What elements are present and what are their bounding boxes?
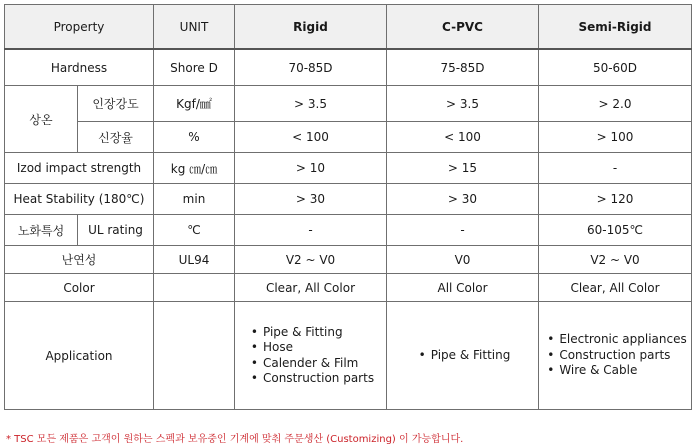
application-item: • Calender & Film xyxy=(251,356,374,372)
application-semi-list xyxy=(543,332,687,379)
application-item: • Construction parts xyxy=(547,348,687,364)
header-semi-rigid: Semi-Rigid xyxy=(539,5,692,50)
application-cpvc-list xyxy=(415,348,511,364)
izod-cpvc: > 15 xyxy=(387,153,539,184)
row-flame xyxy=(5,246,692,274)
color-cpvc: All Color xyxy=(387,274,539,302)
hardness-rigid: 70-85D xyxy=(235,49,387,86)
header-row xyxy=(5,5,692,50)
header-unit: UNIT xyxy=(154,5,235,50)
aging-rigid: - xyxy=(235,215,387,246)
hardness-unit: Shore D xyxy=(154,49,235,86)
heat-semi: > 120 xyxy=(539,184,692,215)
hardness-label: Hardness xyxy=(5,49,154,86)
aging-unit: ℃ xyxy=(154,215,235,246)
row-color xyxy=(5,274,692,302)
elongation-label: 신장율 xyxy=(78,122,154,153)
color-label: Color xyxy=(5,274,154,302)
application-item: • Electronic appliances xyxy=(547,332,687,348)
aging-cpvc: - xyxy=(387,215,539,246)
flame-rigid: V2 ~ V0 xyxy=(235,246,387,274)
tensile-rigid: > 3.5 xyxy=(235,86,387,122)
row-application xyxy=(5,302,692,410)
header-cpvc: C-PVC xyxy=(387,5,539,50)
flame-label: 난연성 xyxy=(5,246,154,274)
application-item: • Construction parts xyxy=(251,371,374,387)
color-rigid: Clear, All Color xyxy=(235,274,387,302)
application-semi xyxy=(539,302,692,410)
application-item: • Pipe & Fitting xyxy=(251,325,374,341)
aging-sub-label: UL rating xyxy=(78,215,154,246)
tensile-label: 인장강도 xyxy=(78,86,154,122)
izod-rigid: > 10 xyxy=(235,153,387,184)
header-rigid: Rigid xyxy=(235,5,387,50)
row-aging xyxy=(5,215,692,246)
hardness-semi: 50-60D xyxy=(539,49,692,86)
hardness-cpvc: 75-85D xyxy=(387,49,539,86)
footnote: * TSC 모든 제품은 고객이 원하는 스펙과 보유중인 기계에 맞춰 주문생산 (Customizing) 이 가능합니다. xyxy=(6,434,464,445)
row-elongation xyxy=(5,122,692,153)
row-izod xyxy=(5,153,692,184)
elongation-semi: > 100 xyxy=(539,122,692,153)
heat-label: Heat Stability (180℃) xyxy=(5,184,154,215)
elongation-cpvc: < 100 xyxy=(387,122,539,153)
izod-label: Izod impact strength xyxy=(5,153,154,184)
flame-semi: V2 ~ V0 xyxy=(539,246,692,274)
application-item: • Wire & Cable xyxy=(547,363,687,379)
heat-rigid: > 30 xyxy=(235,184,387,215)
flame-cpvc: V0 xyxy=(387,246,539,274)
application-rigid xyxy=(235,302,387,410)
application-label: Application xyxy=(5,302,154,410)
elongation-rigid: < 100 xyxy=(235,122,387,153)
row-heat-stability xyxy=(5,184,692,215)
spec-table xyxy=(4,4,692,410)
application-cpvc xyxy=(387,302,539,410)
elongation-unit: % xyxy=(154,122,235,153)
room-temp-label: 상온 xyxy=(5,86,78,153)
aging-semi: 60-105℃ xyxy=(539,215,692,246)
tensile-unit: Kgf/㎟ xyxy=(154,86,235,122)
row-tensile xyxy=(5,86,692,122)
flame-unit: UL94 xyxy=(154,246,235,274)
application-unit xyxy=(154,302,235,410)
color-semi: Clear, All Color xyxy=(539,274,692,302)
heat-cpvc: > 30 xyxy=(387,184,539,215)
row-hardness xyxy=(5,49,692,86)
color-unit xyxy=(154,274,235,302)
application-item: • Hose xyxy=(251,340,374,356)
header-property: Property xyxy=(5,5,154,50)
tensile-semi: > 2.0 xyxy=(539,86,692,122)
tensile-cpvc: > 3.5 xyxy=(387,86,539,122)
application-item: • Pipe & Fitting xyxy=(419,348,511,364)
application-rigid-list xyxy=(247,325,374,387)
heat-unit: min xyxy=(154,184,235,215)
izod-unit: kg ㎝/㎝ xyxy=(154,153,235,184)
izod-semi: - xyxy=(539,153,692,184)
aging-label: 노화특성 xyxy=(5,215,78,246)
